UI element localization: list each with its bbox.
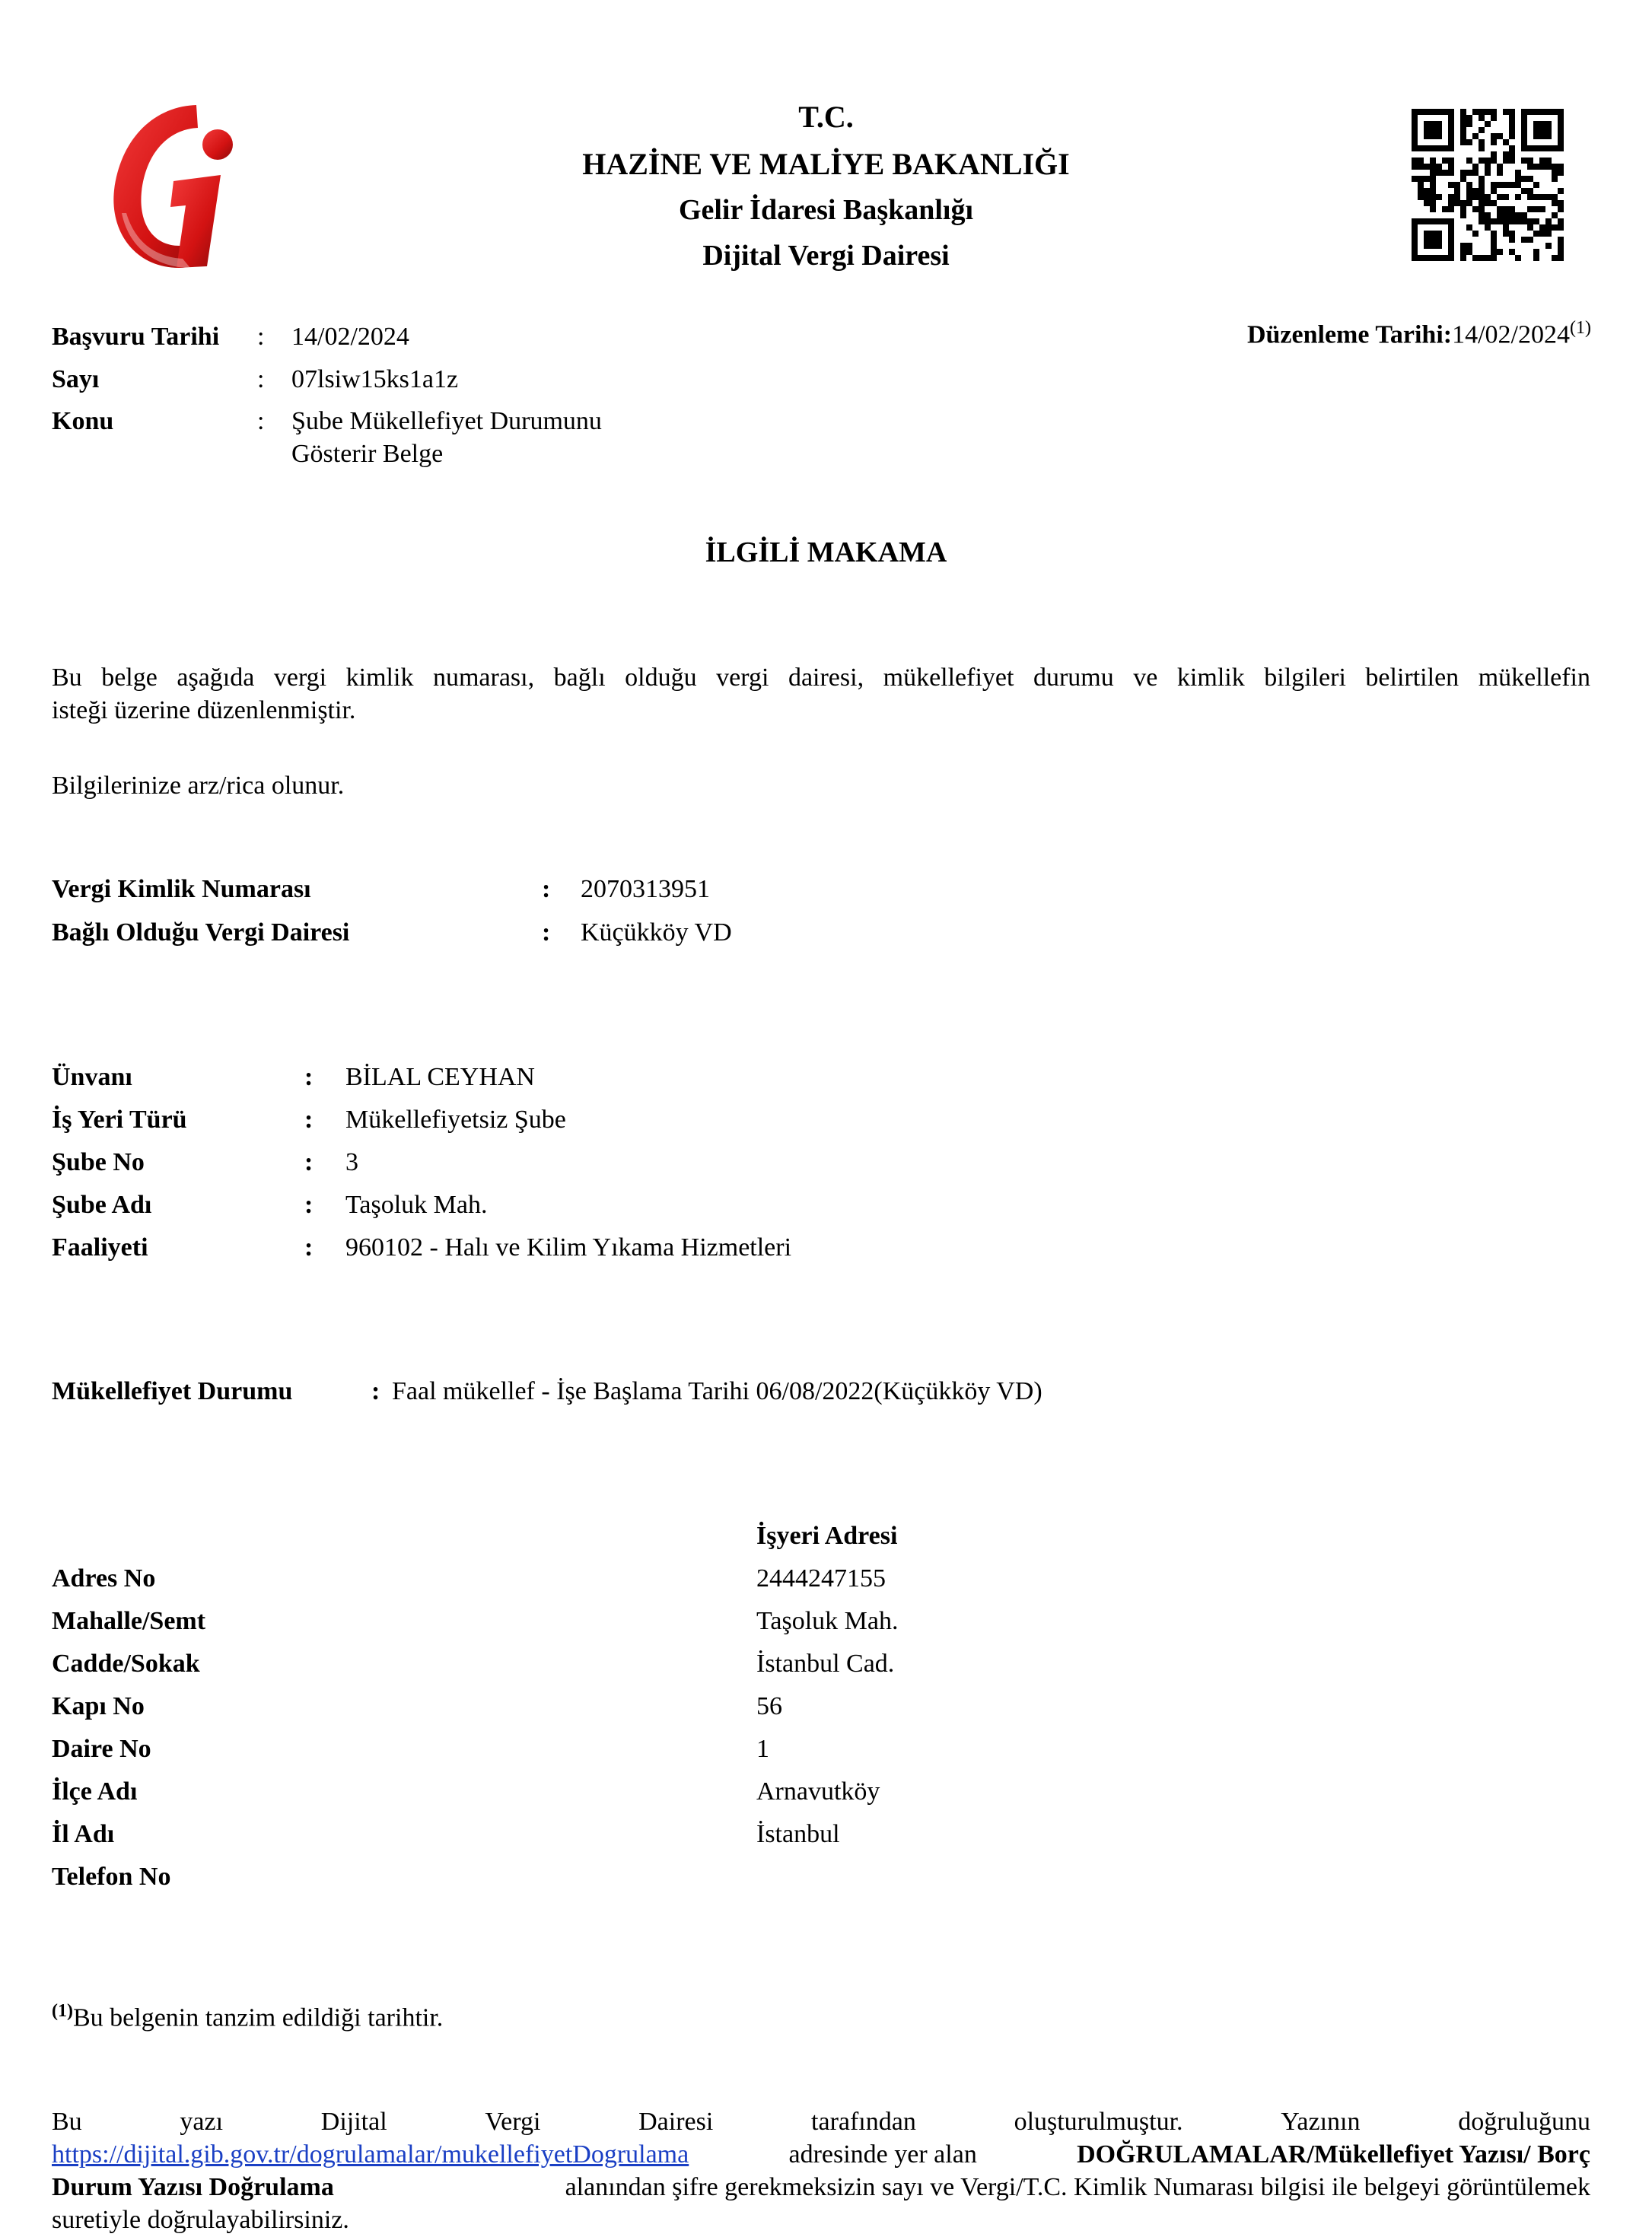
address-value: Arnavutköy — [756, 1777, 880, 1806]
colon: : — [304, 1191, 314, 1219]
address-label: İl Adı — [52, 1820, 115, 1848]
verification-text-after-link: adresinde yer alan — [788, 2140, 977, 2169]
sayi-label: Sayı — [52, 365, 100, 393]
verification-word: Dijital — [320, 2108, 387, 2136]
intro-closing: Bilgilerinize arz/rica olunur. — [52, 772, 345, 800]
mukellefiyet-durumu-value: Faal mükellef - İşe Başlama Tarihi 06/08/2022(Küçükköy VD) — [392, 1377, 1042, 1405]
verification-line3 — [52, 2173, 1590, 2202]
basvuru-value: 14/02/2024 — [291, 323, 409, 351]
footnote-text: Bu belgenin tanzim edildiği tarihtir. — [72, 2003, 444, 2032]
verification-word: Yazının — [1281, 2108, 1361, 2136]
duzenleme-value: 14/02/2024 — [1452, 320, 1571, 349]
colon: : — [371, 1377, 380, 1405]
address-label: Telefon No — [52, 1863, 171, 1891]
verification-link[interactable]: https://dijital.gib.gov.tr/dogrulamalar/mukellefiyetDogrulama — [52, 2140, 689, 2169]
verification-word: oluşturulmuştur. — [1014, 2108, 1183, 2136]
header-tc: T.C. — [798, 100, 854, 134]
header-ministry: HAZİNE VE MALİYE BAKANLIĞI — [582, 147, 1070, 181]
verification-word: Vergi — [485, 2108, 541, 2136]
verification-bold-line2: DOĞRULAMALAR/Mükellefiyet Yazısı/ Borç — [1077, 2140, 1590, 2169]
konu-value-line2: Gösterir Belge — [291, 440, 444, 468]
duzenleme-note: (1) — [1570, 318, 1591, 338]
colon: : — [304, 1106, 314, 1134]
faaliyet-value: 960102 - Halı ve Kilim Yıkama Hizmetleri — [345, 1233, 792, 1262]
address-value: 1 — [756, 1735, 769, 1763]
verification-line2 — [52, 2140, 1590, 2169]
unvan-label: Ünvanı — [52, 1063, 132, 1091]
address-value: İstanbul Cad. — [756, 1650, 895, 1678]
sube-no-label: Şube No — [52, 1148, 145, 1176]
address-label: Cadde/Sokak — [52, 1650, 200, 1678]
isyeri-turu-label: İş Yeri Türü — [52, 1106, 187, 1134]
konu-label: Konu — [52, 407, 114, 435]
verification-word: Bu — [52, 2108, 82, 2136]
colon: : — [542, 918, 551, 947]
sayi-value: 07lsiw15ks1a1z — [291, 365, 459, 393]
colon: : — [257, 365, 265, 393]
address-label: Adres No — [52, 1564, 156, 1593]
vergi-dairesi-label: Bağlı Olduğu Vergi Dairesi — [52, 918, 350, 947]
basvuru-label: Başvuru Tarihi — [52, 323, 220, 351]
address-value: 56 — [756, 1692, 782, 1720]
address-label: Kapı No — [52, 1692, 145, 1720]
vkn-label: Vergi Kimlik Numarası — [52, 875, 311, 903]
mukellefiyet-durumu-label: Mükellefiyet Durumu — [52, 1377, 293, 1405]
verification-bold-line3: Durum Yazısı Doğrulama — [52, 2173, 334, 2201]
verification-line4: suretiyle doğrulayabilirsiniz. — [52, 2206, 349, 2234]
addressee-title: İLGİLİ MAKAMA — [705, 536, 947, 568]
konu-value-line1: Şube Mükellefiyet Durumunu — [291, 407, 602, 435]
sube-adi-label: Şube Adı — [52, 1191, 152, 1219]
address-label: Mahalle/Semt — [52, 1607, 206, 1635]
address-value: 2444247155 — [756, 1564, 886, 1593]
sube-no-value: 3 — [345, 1148, 358, 1176]
intro-line1: Bu belge aşağıda vergi kimlik numarası, bağlı olduğu vergi dairesi, mükellefiyet durumu ve kimlik bilgileri belirtilen mükellefin — [52, 663, 1590, 692]
address-value: İstanbul — [756, 1820, 840, 1848]
isyeri-turu-value: Mükellefiyetsiz Şube — [345, 1106, 566, 1134]
duzenleme-tarihi — [1247, 318, 1591, 349]
colon: : — [257, 323, 265, 351]
verification-line1 — [52, 2108, 1590, 2137]
unvan-value: BİLAL CEYHAN — [345, 1063, 535, 1091]
faaliyet-label: Faaliyeti — [52, 1233, 148, 1262]
verification-text-line3: alanından şifre gerekmeksizin sayı ve Vergi/T.C. Kimlik Numarası bilgisi ile belgeyi görüntülemek — [565, 2173, 1590, 2201]
address-value: Taşoluk Mah. — [756, 1607, 899, 1635]
colon: : — [257, 407, 265, 435]
colon: : — [542, 875, 551, 903]
verification-word: Dairesi — [638, 2108, 714, 2136]
address-label: Daire No — [52, 1735, 151, 1763]
colon: : — [304, 1233, 314, 1262]
verification-word: doğruluğunu — [1458, 2108, 1590, 2136]
vergi-dairesi-value: Küçükköy VD — [581, 918, 732, 947]
verification-word: tarafından — [811, 2108, 916, 2136]
verification-word: yazı — [180, 2108, 224, 2136]
colon: : — [304, 1148, 314, 1176]
isyeri-adresi-heading: İşyeri Adresi — [756, 1522, 898, 1550]
intro-line2: isteği üzerine düzenlenmiştir. — [52, 696, 356, 724]
header-office: Dijital Vergi Dairesi — [702, 240, 950, 272]
sube-adi-value: Taşoluk Mah. — [345, 1191, 488, 1219]
footnote-mark: (1) — [52, 2001, 73, 2021]
address-label: İlçe Adı — [52, 1777, 138, 1806]
header-directorate: Gelir İdaresi Başkanlığı — [678, 194, 974, 226]
duzenleme-label: Düzenleme Tarihi: — [1246, 320, 1453, 349]
vkn-value: 2070313951 — [581, 875, 710, 903]
footnote — [52, 2001, 443, 2032]
colon: : — [304, 1063, 314, 1091]
